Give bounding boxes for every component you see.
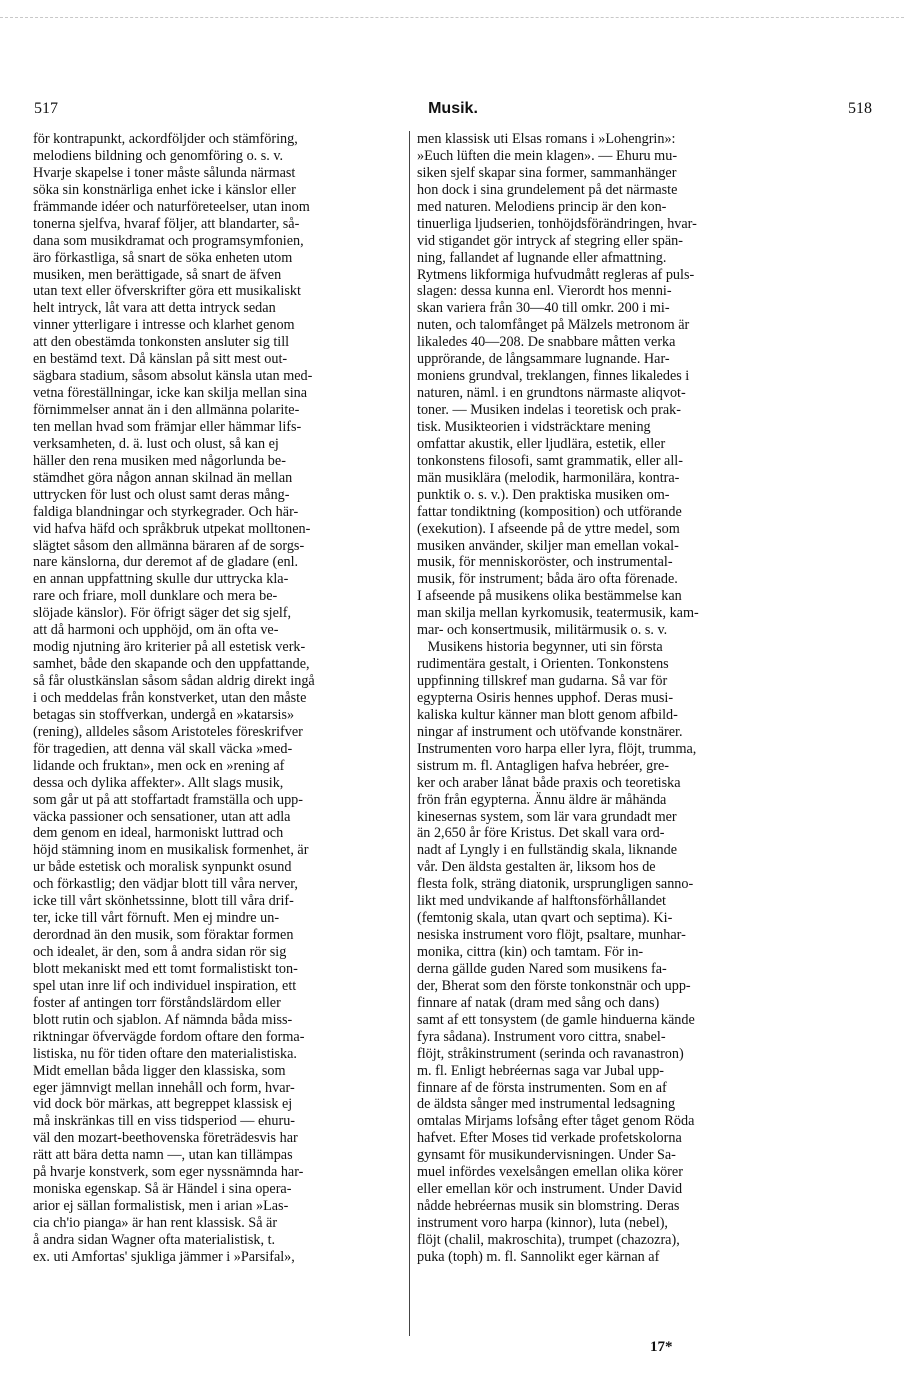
text-line: tonkonstens filosofi, samt grammatik, eller all- — [417, 452, 683, 469]
text-line: väcka passioner och sensationer, utan att adla — [33, 808, 291, 825]
text-line: likt med undvikande af halftonsförhållandet — [417, 893, 666, 910]
text-line: tinuerliga ljudserien, tonhöjdsförändringen, hvar- — [417, 215, 697, 232]
text-line: nådde hebréernas musik sin blomstring. Deras — [417, 1198, 680, 1215]
page-number-right: 518 — [848, 100, 872, 117]
text-line: slagen: dessa kunna enl. Vierordt hos menni- — [417, 283, 672, 300]
text-line: ur både estetisk och moralisk synpunkt osund — [33, 859, 292, 876]
text-line: dana som musikdramat och programsymfonien, — [33, 232, 304, 249]
text-line: nesiska instrument voro flöjt, psaltare, munhar- — [417, 927, 686, 944]
text-line: rätt att bära detta namn —, utan kan tillämpas — [33, 1147, 293, 1164]
text-line: musik, för instrument; båda äro ofta förenade. — [417, 571, 678, 588]
text-line: kaliska kultur känner man blott genom afbild- — [417, 706, 678, 723]
text-line: blott mekaniskt med ett tomt formalistiskt ton- — [33, 960, 298, 977]
text-line: höjd stämning inom en musikalisk formenhet, är — [33, 842, 309, 859]
text-line: helt intryck, låt vara att detta intryck sedan — [33, 300, 276, 317]
text-line: hafvet. Efter Moses tid verkade profetskolorna — [417, 1130, 682, 1147]
text-line: på hvarje konstverk, som eger nyssnämnda har- — [33, 1164, 304, 1181]
text-line: stämdhet göra någon annan skilnad än mellan — [33, 469, 293, 486]
text-line: ten mellan hvad som främjar eller hämmar lifs- — [33, 418, 302, 435]
text-line: uttrycken för lust och olust samt deras mång- — [33, 486, 290, 503]
text-line: melodiens bildning och genomföring o. s. v. — [33, 147, 284, 164]
text-line: vid stigandet gör intryck af stegring eller spän- — [417, 232, 683, 249]
text-line: likaledes 40—208. De snabbare måtten verka — [417, 334, 676, 351]
text-line: äro förkastliga, så snart de söka enheten utom — [33, 249, 293, 266]
text-line: man skilja mellan kyrkomusik, teatermusik, kam- — [417, 605, 699, 622]
text-line: må inskränkas till en viss tidsperiod — ehuru- — [33, 1113, 296, 1130]
text-line: spel utan inre lif och individuel inspiration, ett — [33, 977, 297, 994]
text-line: fyra sådana). Instrument voro cittra, snabel- — [417, 1028, 666, 1045]
text-line: m. fl. Enligt hebréernas saga var Jubal upp- — [417, 1062, 665, 1079]
text-line: så får olustkänslan såsom sådan aldrig direkt ingå — [33, 673, 315, 689]
text-line: (femtonig skala, utan qvart och septima). Ki- — [417, 910, 673, 927]
text-line: häller den rena musiken med någorlunda be- — [33, 452, 286, 469]
text-line: skan variera från 30—40 till omkr. 200 i mi- — [417, 300, 670, 317]
text-line: ex. uti Amfortas' sjukliga jämmer i »Parsifal», — [33, 1248, 295, 1265]
text-line: Midt emellan båda ligger den klassiska, som — [33, 1062, 286, 1079]
text-line: upprörande, de långsammare lugnande. Har- — [417, 351, 670, 368]
text-line: puka (toph) m. fl. Sannolikt eger kärnan af — [417, 1248, 660, 1265]
page-number-left: 517 — [34, 100, 58, 117]
text-line: de äldsta sånger med instrumental ledsagning — [417, 1096, 676, 1113]
text-line: rare och friare, moll dunklare och mera be- — [33, 588, 278, 605]
text-line: blott rutin och sjablon. Af nämnda båda miss- — [33, 1011, 293, 1028]
text-line: »Euch lüften die mein klagen». — Ehuru mu- — [417, 147, 678, 164]
text-line: slöjade känslor). För öfrigt säger det sig sjelf, — [33, 605, 292, 622]
text-line: omfattar akustik, eller ljudlära, estetik, eller — [417, 435, 666, 452]
text-line: vetna föreställningar, icke kan skilja mellan sina — [33, 385, 308, 402]
text-line: tisk. Musikteorien i vidsträcktare mening — [417, 418, 651, 435]
text-line: arior ej sällan formalistisk, men i arian »Las- — [33, 1198, 289, 1215]
text-line: toner. — Musiken indelas i teoretisk och prak- — [417, 402, 681, 418]
text-line: derordnad än den musik, som föraktar formen — [33, 927, 294, 944]
text-line: foster af antingen torr förståndslärdom eller — [33, 994, 281, 1011]
text-line: Rytmens likformiga hufvudmått regleras af puls- — [417, 266, 695, 283]
text-line: sägbara stadium, såsom absolut känsla utan med- — [33, 368, 313, 385]
text-line: Hvarje skapelse i toner måste sålunda närmast — [33, 164, 296, 181]
text-line: flöjt (chalil, makroschita), trumpet (chazozra), — [417, 1231, 680, 1248]
text-line: muel infördes vexelsången emellan olika körer — [417, 1164, 683, 1181]
text-line: ker och araber lånat både praxis och teoretiska — [417, 774, 681, 791]
text-line: flöjt, stråkinstrument (serinda och ravanastron) — [417, 1045, 684, 1062]
text-line: nadt af Lyngly i en fullständig skala, liknande — [417, 842, 678, 859]
text-line: monika, cittra (kin) och tamtam. För in- — [417, 944, 644, 960]
text-line: icke till vårt skönhetssinne, blott till våra drif- — [33, 893, 294, 910]
text-line: män musiklära (melodik, harmonilära, kontra- — [417, 469, 680, 486]
text-line: för kontrapunkt, ackordföljder och stämföring, — [33, 131, 298, 147]
text-line: omtalas Mirjams lofsång efter tåget genom Röda — [417, 1113, 695, 1130]
text-line: utan text eller öfverskrifter göra ett musikaliskt — [33, 283, 301, 300]
text-line: dem genom en ideal, harmoniskt luttrad och — [33, 825, 284, 842]
text-line: derna gällde guden Nared som musikens fa- — [417, 960, 667, 977]
text-line: musiken, men berättigade, så snart de äfven — [33, 266, 282, 283]
text-line: samt af ett tonsystem (de gamle hinduerna kände — [417, 1011, 695, 1028]
text-line: Musikens historia begynner, uti sin första — [417, 639, 663, 656]
text-line: modig njutning äro kriterier på all estetisk verk- — [33, 639, 306, 656]
text-line: fattar tondiktning (komposition) och utförande — [417, 503, 682, 520]
text-line: eller emellan kör och instrument. Under David — [417, 1181, 683, 1198]
right-column — [417, 131, 773, 1266]
running-head: Musik. — [428, 100, 478, 117]
text-line: i och meddelas från konstverket, utan den måste — [33, 689, 307, 706]
text-line: vår. Den äldsta gestalten är, liksom hos de — [417, 859, 656, 876]
text-line: musik, för menniskoröster, och instrumental- — [417, 554, 673, 571]
text-line: söka sin konstnärliga enhet icke i känslor eller — [33, 181, 296, 198]
text-line: nare känslorna, dur deremot af de gladare (enl. — [33, 554, 299, 571]
text-line: finnare af natak (dram med sång och dans) — [417, 994, 660, 1011]
text-line: listiska, nu för tiden oftare den materialistiska. — [33, 1045, 297, 1062]
text-line: (rening), alldeles såsom Aristoteles föreskrifver — [33, 723, 303, 740]
text-line: tonerna sjelfva, hvaraf följer, att blandarter, så- — [33, 215, 300, 232]
text-line: naturen, näml. i en grundtons närmaste aliqvot- — [417, 385, 686, 402]
text-line: med naturen. Melodiens princip är den kon- — [417, 198, 667, 215]
text-line: ter, icke till vårt förnuft. Men ej mindre un- — [33, 910, 280, 927]
text-line: och idealet, är den, som å andra sidan rör sig — [33, 944, 287, 960]
scan-top-edge — [0, 17, 904, 18]
text-line: verksamheten, d. ä. lust och olust, så kan ej — [33, 435, 279, 452]
signature-mark: 17* — [650, 1339, 673, 1355]
text-line: slägtet såsom den allmänna bäraren af de sorgs- — [33, 537, 305, 554]
text-line: faldiga blandningar och styrkegrader. Och här- — [33, 503, 299, 520]
text-line: frön från egypterna. Ännu äldre är måhända — [417, 791, 667, 808]
text-line: kinesernas system, som lär vara grundadt mer — [417, 808, 677, 825]
text-line: eger jämnvigt mellan innehåll och form, hvar- — [33, 1079, 295, 1096]
text-line: mar- och konsertmusik, militärmusik o. s. v. — [417, 622, 668, 639]
text-line: instrument voro harpa (kinnor), luta (nebel), — [417, 1215, 668, 1231]
text-line: väl den mozart-beethovenska företrädesvis har — [33, 1130, 298, 1147]
text-line: (exekution). I afseende på de yttre medel, som — [417, 520, 680, 537]
text-line: moniska egenskap. Så är Händel i sina opera- — [33, 1181, 292, 1198]
text-line: dessa och dylika affekter». Allt slags musik, — [33, 774, 284, 791]
text-line: än 2,650 år före Kristus. Det skall vara ord- — [417, 825, 665, 842]
column-rule — [409, 131, 410, 1336]
text-line: I afseende på musikens olika bestämmelse kan — [417, 588, 682, 605]
text-line: och förkastlig; den vädjar blott till våra nerver, — [33, 876, 298, 893]
text-line: uppfinning tillskref man gudarna. Så var för — [417, 673, 668, 689]
text-line: musiken använder, skiljer man emellan vokal- — [417, 537, 679, 554]
text-line: vid hafva häfd och språkbruk utpekat molltonen- — [33, 520, 311, 537]
text-line: rudimentära gestalt, i Orienten. Tonkonstens — [417, 656, 669, 673]
left-column — [33, 131, 403, 1266]
text-line: der, Bherat som den förste tonkonstnär och upp- — [417, 977, 691, 994]
text-line: en annan uppfattning skulle dur uttrycka kla- — [33, 571, 289, 588]
text-line: finnare af de första instrumenten. Som en af — [417, 1079, 667, 1096]
text-line: lidande och fruktan», men ock en »rening af — [33, 757, 285, 774]
text-line: nuten, och talomfånget på Mälzels metronom är — [417, 317, 690, 334]
text-line: riktningar öfvervägde fordom oftare den forma- — [33, 1028, 305, 1045]
text-line: som går ut på att stoffartadt framställa och upp- — [33, 791, 304, 808]
text-line: att då harmoni och upphöjd, om än ofta ve- — [33, 622, 279, 639]
text-line: Instrumenten voro harpa eller lyra, flöjt, trumma, — [417, 740, 697, 757]
text-line: egypterna Osiris hennes upphof. Deras musi- — [417, 689, 674, 706]
text-line: gynsamt för musikundervisningen. Under Sa- — [417, 1147, 676, 1164]
text-line: betagas sin stoffverkan, undergå en »katarsis» — [33, 706, 295, 723]
text-line: sistrum m. fl. Antagligen hafva hebréer, gre- — [417, 757, 669, 774]
page-header — [34, 100, 872, 124]
text-line: samhet, både den skapande och den uppfattande, — [33, 656, 310, 673]
text-line: siken sjelf skapar sina former, sammanhänger — [417, 164, 677, 181]
text-line: å andra sidan Wagner ofta materialistisk, t. — [33, 1231, 276, 1248]
text-line: flesta folk, sträng diatonik, ursprungligen sanno- — [417, 876, 694, 893]
text-line: punktik o. s. v.). Den praktiska musiken om- — [417, 486, 670, 503]
text-line: men klassisk uti Elsas romans i »Lohengrin»: — [417, 131, 676, 147]
text-line: främmande idéer och naturföreteelser, utan inom — [33, 198, 310, 215]
text-line: att den obestämda tonkonsten ansluter sig till — [33, 334, 290, 351]
text-line: ningar af instrument och utöfvande konstnärer. — [417, 723, 683, 740]
text-line: för tragedien, att denna väl skall väcka »med- — [33, 740, 293, 757]
text-line: förnimmelser annat än i den allmänna polarite- — [33, 402, 300, 418]
text-line: vid dock bör märkas, att begreppet klassisk ej — [33, 1096, 293, 1113]
text-line: ning, fallandet af lugnande eller afmattning. — [417, 249, 667, 266]
text-line: moniens grundval, treklangen, finnes likaledes i — [417, 368, 690, 385]
text-line: vinner ytterligare i intresse och klarhet genom — [33, 317, 295, 334]
text-line: cia ch'io pianga» är han rent klassisk. Så är — [33, 1215, 278, 1231]
text-line: hon dock i sina grundelement på det närmaste — [417, 181, 678, 198]
text-line: en bestämd text. Då känslan på sitt mest out- — [33, 351, 288, 368]
